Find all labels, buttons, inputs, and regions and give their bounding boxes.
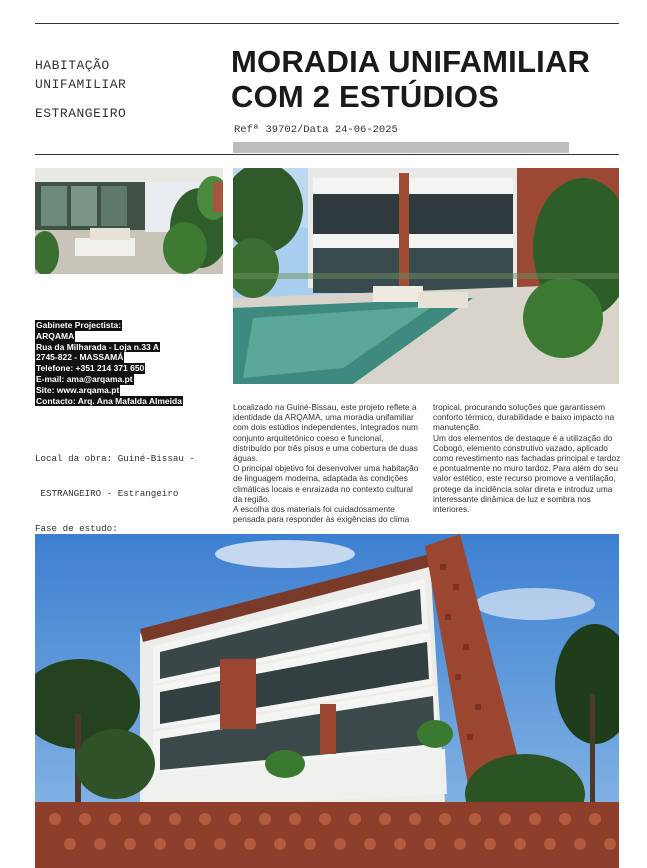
body-text-2: tropical, procurando soluções que garantissem conforto térmico, durabilidade e baixo impacto na manutenção. Um dos elementos de destaque é a utilização do Cobogó, elemento construtivo vazado, aplicado como revestimento nas fachadas principal e tardoz e pontualmente no muro tardoz. Para além do seu valor estético, este recurso promove a ventilação, protege da incidência solar direta e introduz uma interessante dinâmica de luz e sombra nos interiores. [433, 402, 621, 515]
details-line: Local da obra: Guiné-Bissau - [35, 453, 195, 465]
contact-firm: ARQAMA [36, 330, 75, 341]
category-line-2: UNIFAMILIAR [35, 77, 127, 92]
contact-block [35, 320, 183, 406]
contact-person: Contacto: Arq. Ana Mafalda Almeida [36, 395, 182, 406]
title-line-1: MORADIA UNIFAMILIAR [231, 44, 591, 79]
top-rule [35, 23, 619, 24]
page-title [231, 44, 631, 114]
reference-date: Refª 39702/Data 24-06-2025 [234, 124, 398, 136]
category-line-1: HABITAÇÃO [35, 58, 110, 73]
contact-postcode: 2745-822 - MASSAMÁ [36, 352, 124, 363]
header-rule [35, 154, 619, 155]
interior-render-image [35, 168, 223, 274]
exterior-render-image [35, 534, 619, 868]
reference-bar [233, 142, 569, 153]
contact-phone: Telefone: +351 214 371 650 [36, 363, 145, 374]
pool-render-image [233, 168, 619, 384]
body-column-1 [233, 402, 421, 524]
contact-address: Rua da Milharada - Loja n.33 A [36, 341, 159, 352]
title-line-2: COM 2 ESTÚDIOS [231, 79, 500, 114]
contact-email: E-mail: ama@arqama.pt [36, 373, 133, 384]
category-line-3: ESTRANGEIRO [35, 106, 127, 121]
body-column-2 [433, 402, 621, 514]
contact-site: Site: www.arqama.pt [36, 384, 120, 395]
details-line: Fase de estudo: [35, 522, 118, 534]
contact-heading: Gabinete Projectista: [36, 320, 122, 330]
details-line: ESTRANGEIRO - Estrangeiro [35, 487, 179, 499]
body-text-1: Localizado na Guiné-Bissau, este projeto reflete a identidade da ARQAMA, uma moradia unifamiliar com dois estúdios independentes, integrados num conjunto arquitetónico coeso e funcional, distribuído por três pisos e uma cobertura de duas águas. O principal objetivo foi desenvolver uma habitação de linguagem moderna, adaptada às condições climáticas locais e enraizada no contexto cultural da região. A escolha dos materiais foi cuidadosamente pensada para responder às exigências do clima [233, 402, 419, 525]
